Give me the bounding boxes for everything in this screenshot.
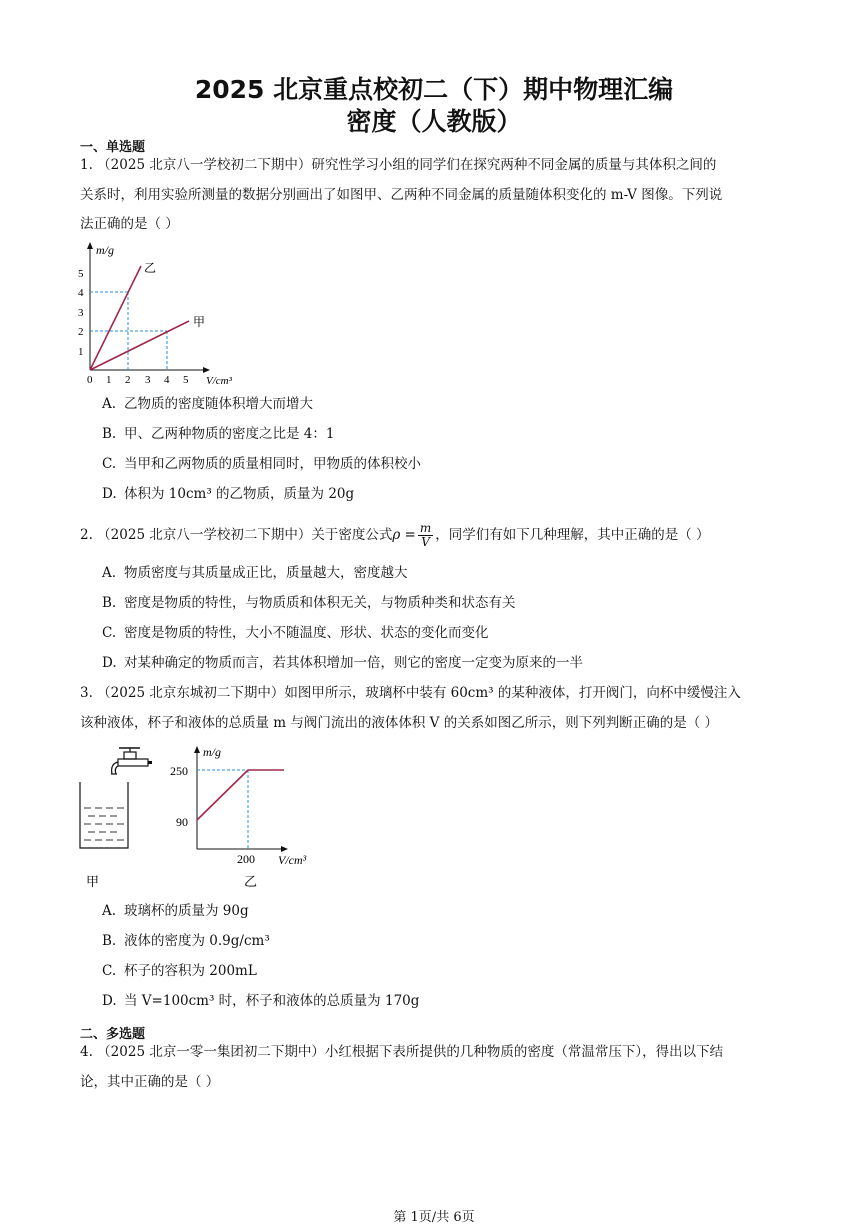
q2-option-a[interactable]: A. 物质密度与其质量成正比，质量越大，密度越大 (102, 565, 408, 581)
q1-y-tick-2: 2 (78, 326, 84, 338)
q4-text-line2: 论，其中正确的是（ ） (80, 1074, 220, 1090)
q3-y-tick-250: 250 (170, 764, 188, 778)
q3-option-b[interactable]: B. 液体的密度为 0.9g/cm³ (102, 933, 270, 949)
q1-option-d[interactable]: D. 体积为 10cm³ 的乙物质，质量为 20g (102, 486, 355, 502)
q1-y-label: m/g (96, 243, 114, 257)
q1-y-tick-5: 5 (78, 268, 84, 280)
q2-text: 2. （2025 北京八一学校初二下期中）关于密度公式ρ = $\frac{m}{V}$ ，同学们有如下几种理解，其中正确的是（ ） (80, 521, 710, 549)
q3-figure-jia (74, 742, 164, 892)
q2-formula-fraction: $\frac{m}{V}$ (419, 521, 432, 549)
faucet-icon (118, 759, 148, 766)
q3-y-label: m/g (203, 745, 221, 759)
q3-fig-yi-label: 乙 (244, 874, 258, 889)
q2-option-c[interactable]: C. 密度是物质的特性，大小不随温度、形状、状态的变化而变化 (102, 625, 489, 641)
q1-option-c[interactable]: C. 当甲和乙两物质的质量相同时，甲物质的体积校小 (102, 456, 421, 472)
q1-line-jia (90, 321, 189, 370)
q1-label-yi: 乙 (144, 261, 157, 275)
q1-x-label: V/cm³ (206, 375, 232, 387)
section-single-choice: 一、单选题 (80, 140, 146, 155)
q1-x-tick-1: 1 (106, 374, 112, 386)
page-title: 2025 北京重点校初二（下）期中物理汇编 (194, 75, 674, 104)
q3-text-line1: 3. （2025 北京东城初二下期中）如图甲所示，玻璃杯中装有 60cm³ 的某种液体，打开阀门，向杯中缓慢注入 (80, 685, 741, 701)
q3-fig-jia-label: 甲 (86, 874, 100, 889)
q3-x-tick-200: 200 (237, 852, 255, 866)
q1-mv-graph (74, 240, 254, 390)
q4-text-line1: 4. （2025 北京一零一集团初二下期中）小红根据下表所提供的几种物质的密度（常温常压下），得出以下结 (80, 1044, 724, 1060)
q3-option-c[interactable]: C. 杯子的容积为 200mL (102, 963, 257, 979)
page-subtitle: 密度（人教版） (346, 107, 522, 136)
q1-y-tick-1: 1 (78, 346, 84, 358)
q1-y-tick-4: 4 (78, 287, 84, 299)
q1-text-line3: 法正确的是（ ） (80, 216, 179, 232)
q3-x-label: V/cm³ (278, 853, 307, 867)
q2-option-d[interactable]: D. 对某种确定的物质而言，若其体积增加一倍，则它的密度一定变为原来的一半 (102, 655, 583, 671)
q3-mv-graph (170, 742, 330, 892)
q1-x-tick-3: 3 (145, 374, 151, 386)
q1-x-tick-2: 2 (125, 374, 131, 386)
cup-icon (80, 782, 128, 848)
section-multi-choice: 二、多选题 (80, 1027, 146, 1042)
q1-text-line2: 关系时，利用实验所测量的数据分别画出了如图甲、乙两种不同金属的质量随体积变化的 m-V 图像。下列说 (80, 187, 723, 203)
q3-graph-line-rise (197, 770, 248, 820)
q1-text-line1: 1. （2025 北京八一学校初二下期中）研究性学习小组的同学们在探究两种不同金属的质量与其体积之间的 (80, 157, 717, 173)
q1-line-yi (90, 266, 141, 370)
q1-y-tick-3: 3 (78, 307, 84, 319)
page-number: 第 1页/共 6页 (393, 1210, 475, 1225)
q3-text-line2: 该种液体，杯子和液体的总质量 m 与阀门流出的液体体积 V 的关系如图乙所示，则下列判断正确的是（ ） (80, 715, 719, 731)
q1-option-a[interactable]: A. 乙物质的密度随体积增大而增大 (102, 396, 313, 412)
q1-x-tick-4: 4 (164, 374, 170, 386)
q2-option-b[interactable]: B. 密度是物质的特性，与物质质和体积无关，与物质种类和状态有关 (102, 595, 516, 611)
q1-label-jia: 甲 (193, 315, 206, 329)
q1-x-tick-0: 0 (87, 374, 93, 386)
q1-option-b[interactable]: B. 甲、乙两种物质的密度之比是 4：1 (102, 426, 335, 442)
q1-x-tick-5: 5 (183, 374, 189, 386)
q3-option-d[interactable]: D. 当 V=100cm³ 时，杯子和液体的总质量为 170g (102, 993, 420, 1009)
q3-option-a[interactable]: A. 玻璃杯的质量为 90g (102, 903, 249, 919)
q3-y-tick-90: 90 (176, 815, 188, 829)
